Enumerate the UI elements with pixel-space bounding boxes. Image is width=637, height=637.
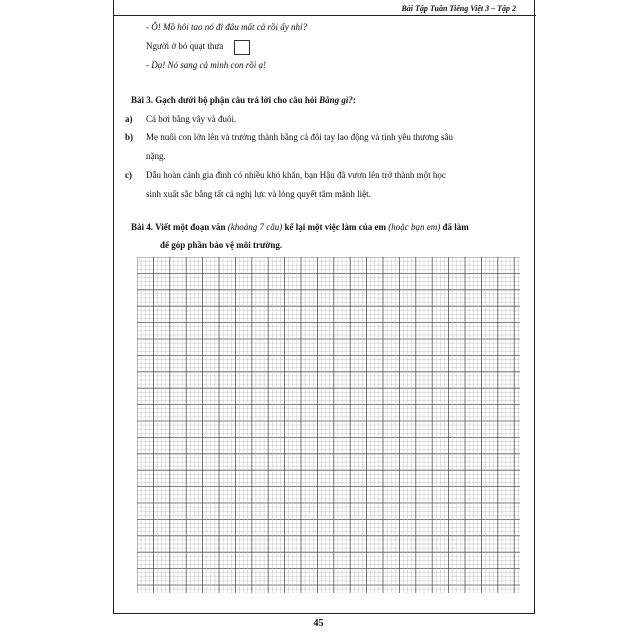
page-number: 45 <box>313 618 324 629</box>
bai3-title-end: : <box>352 95 356 105</box>
bai3-b-line2: nặng. <box>146 151 166 161</box>
bai4-title-part4: (hoặc bạn em) <box>388 222 441 232</box>
bai3-title-italic: Bằng gì? <box>319 95 353 105</box>
bai4-title-part3: kể lại một việc làm của em <box>282 222 389 232</box>
running-header: Bài Tập Tuần Tiếng Việt 3 – Tập 2 <box>401 4 516 13</box>
bai3-a-label: a) <box>125 114 133 124</box>
bai4-title <box>131 222 469 232</box>
bai4-title-part5: đã làm <box>440 222 469 232</box>
bai3-c-line2: sinh xuất sắc bằng tất cả nghị lực và lòng quyết tâm mãnh liệt. <box>146 189 371 199</box>
bai3-b-label: b) <box>125 132 134 142</box>
answer-box[interactable] <box>234 40 250 55</box>
dialogue-line-3: - Dạ! Nó sang cả mình con rồi ạ! <box>146 60 266 70</box>
bai3-c-label: c) <box>125 170 132 180</box>
bai3-title-bold: Bài 3. Gạch dưới bộ phận câu trả lời cho câu hỏi <box>131 95 320 105</box>
writing-grid[interactable] <box>137 257 520 593</box>
bai3-b-line1: Mẹ nuôi con lớn lên và trưởng thành bằng cả đôi tay lao động và tình yêu thương sâu <box>146 132 453 142</box>
header-rule <box>113 15 536 16</box>
bai4-title-part2: (khoảng 7 câu) <box>227 222 283 232</box>
bai3-title <box>131 95 356 105</box>
bai3-c-line1: Dẫu hoàn cảnh gia đình có nhiều khó khăn, bạn Hậu đã vươn lên trở thành một học <box>146 170 446 180</box>
dialogue-line-2: Người ở bỏ quạt thưa <box>146 41 224 51</box>
dialogue-line-1: - Ô! Mồ hôi tao nó đi đâu mất cả rồi ấy nhỉ? <box>146 22 307 32</box>
bai3-a-text: Cá bơi bằng vây và đuôi. <box>146 114 237 124</box>
bai4-title-part1: Bài 4. Viết một đoạn văn <box>131 222 228 232</box>
bai4-title-line2: để góp phần bảo vệ môi trường. <box>160 240 283 250</box>
